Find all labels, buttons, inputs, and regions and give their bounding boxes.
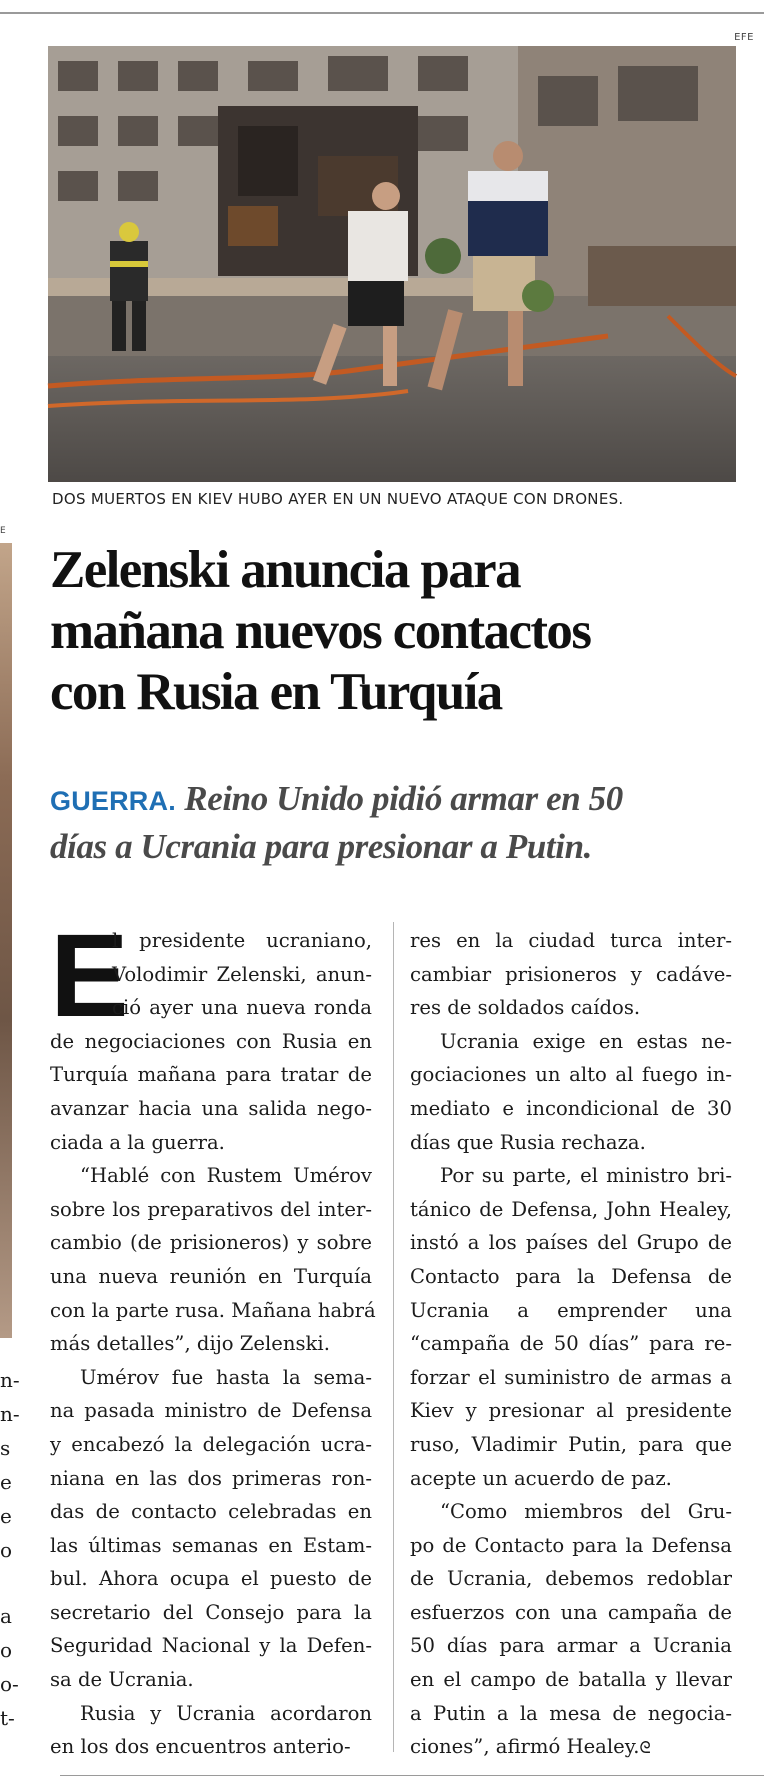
- neighbor-photo-credit: E: [0, 526, 6, 536]
- body-text-line: de negociaciones con Rusia en: [50, 1029, 372, 1053]
- body-text-line: bul. Ahora ocupa el puesto de: [50, 1567, 372, 1591]
- body-text-line: “Como miembros del Gru-: [440, 1500, 732, 1524]
- body-text-line: de Ucrania, debemos redoblar: [410, 1567, 732, 1591]
- neighbor-text-fragment: s: [0, 1436, 11, 1460]
- photo-credit: EFE: [734, 32, 754, 43]
- end-mark-icon: ᘓ: [639, 1738, 651, 1758]
- neighbor-text-fragment: e: [0, 1470, 12, 1494]
- body-text-line: con la parte rusa. Mañana habrá: [50, 1298, 376, 1322]
- body-text-line: po de Contacto para la Defensa: [410, 1533, 732, 1557]
- body-column-left: [50, 910, 376, 1764]
- body-text-line: las últimas semanas en Estam-: [50, 1533, 372, 1557]
- body-text-line: más detalles”, dijo Zelenski.: [50, 1332, 330, 1356]
- body-text-line: “Hablé con Rustem Umérov: [80, 1164, 372, 1188]
- drop-cap: E: [50, 910, 129, 1042]
- top-rule: [0, 12, 764, 14]
- neighbor-column-fragment: [0, 0, 20, 1792]
- subhead-line: días a Ucrania para presionar a Putin.: [50, 827, 592, 866]
- body-column-right: [410, 924, 732, 1765]
- body-text-line: cambio (de prisioneros) y sobre: [50, 1231, 372, 1255]
- body-text-line: y encabezó la delegación ucra-: [50, 1432, 372, 1456]
- section-tag: GUERRA.: [50, 786, 176, 816]
- photo-illustration: [48, 46, 736, 482]
- news-photo: [48, 46, 736, 482]
- neighbor-text-fragment: o-: [0, 1672, 19, 1696]
- neighbor-text-fragment: o: [0, 1538, 13, 1562]
- body-text-line: ciada a la guerra.: [50, 1130, 225, 1154]
- headline-line: con Rusia en Turquía: [50, 663, 502, 721]
- body-text-line: mediato e incondicional de 30: [410, 1096, 732, 1120]
- subhead-text: Reino Unido pidió armar en 50: [184, 779, 623, 818]
- body-text-line: na pasada ministro de Defensa: [50, 1399, 372, 1423]
- body-text-line: Ucrania exige en estas ne-: [440, 1029, 732, 1053]
- body-text-line: cambiar prisioneros y cadáve-: [410, 962, 732, 986]
- body-text-line: acepte un acuerdo de paz.: [410, 1466, 672, 1490]
- body-text-line: una nueva reunión en Turquía: [50, 1264, 372, 1288]
- body-text-line: 50 días para armar a Ucrania: [410, 1634, 732, 1658]
- body-text-line: esfuerzos con una campaña de: [410, 1600, 732, 1624]
- body-text-line: avanzar hacia una salida nego-: [50, 1096, 372, 1120]
- body-text-line: res de soldados caídos.: [410, 996, 641, 1020]
- body-text-line: ruso, Vladimir Putin, para que: [410, 1432, 732, 1456]
- body-text-line: das de contacto celebradas en: [50, 1500, 372, 1524]
- neighbor-text-fragment: t-: [0, 1706, 15, 1730]
- neighbor-photo-fragment: [0, 543, 12, 1338]
- column-divider: [393, 922, 394, 1752]
- body-text-line: Por su parte, el ministro bri-: [440, 1164, 732, 1188]
- body-text-line: Turquía mañana para tratar de: [50, 1063, 372, 1087]
- body-text-line: sa de Ucrania.: [50, 1668, 194, 1692]
- body-text-line: en el campo de batalla y llevar: [410, 1668, 732, 1692]
- subhead-line: [50, 776, 760, 824]
- body-text-line: gociaciones un alto al fuego in-: [410, 1063, 732, 1087]
- body-text-line: en los dos encuentros anterio-: [50, 1735, 351, 1759]
- body-text-line: tánico de Defensa, John Healey,: [410, 1197, 732, 1221]
- body-text-line: l presidente ucraniano,: [112, 929, 372, 952]
- body-text-line: niana en las dos primeras ron-: [50, 1466, 372, 1490]
- body-text-line: Contacto para la Defensa de: [410, 1264, 732, 1288]
- body-text-line: ciones”, afirmó Healey.ᘓ: [410, 1735, 651, 1759]
- body-text-line: res en la ciudad turca inter-: [410, 929, 732, 952]
- neighbor-text-fragment: n-: [0, 1368, 20, 1392]
- body-text-line: forzar el suministro de armas a: [410, 1365, 732, 1389]
- body-text-line: instó a los países del Grupo de: [410, 1231, 732, 1255]
- headline-line: mañana nuevos contactos: [50, 602, 591, 660]
- headline-line: Zelenski anuncia para: [50, 541, 521, 599]
- body-text-line: ció ayer una nueva ronda: [112, 996, 372, 1020]
- photo-caption: DOS MUERTOS EN KIEV HUBO AYER EN UN NUEVO ATAQUE CON DRONES.: [52, 490, 624, 508]
- body-text-line: Rusia y Ucrania acordaron: [80, 1701, 372, 1725]
- neighbor-text-fragment: a: [0, 1604, 12, 1628]
- body-text-line: Ucrania a emprender una: [410, 1298, 732, 1322]
- neighbor-text-fragment: o: [0, 1638, 13, 1662]
- body-text-line: Umérov fue hasta la sema-: [80, 1365, 372, 1389]
- bottom-rule: [60, 1775, 764, 1776]
- neighbor-text-fragment: n-: [0, 1402, 20, 1426]
- body-text-line: “campaña de 50 días” para re-: [410, 1332, 732, 1356]
- body-text-line: a Putin a la mesa de negocia-: [410, 1701, 732, 1725]
- body-text-line: Volodimir Zelenski, anun-: [112, 962, 372, 986]
- headline: [50, 540, 750, 723]
- body-text-line: Seguridad Nacional y la Defen-: [50, 1634, 372, 1658]
- body-text-line: sobre los preparativos del inter-: [50, 1197, 372, 1221]
- body-text-line: días que Rusia rechaza.: [410, 1130, 646, 1154]
- body-text-line: Kiev y presionar al presidente: [410, 1399, 732, 1423]
- subheadline: [50, 776, 760, 869]
- body-text-line: secretario del Consejo para la: [50, 1600, 372, 1624]
- neighbor-text-fragment: e: [0, 1504, 12, 1528]
